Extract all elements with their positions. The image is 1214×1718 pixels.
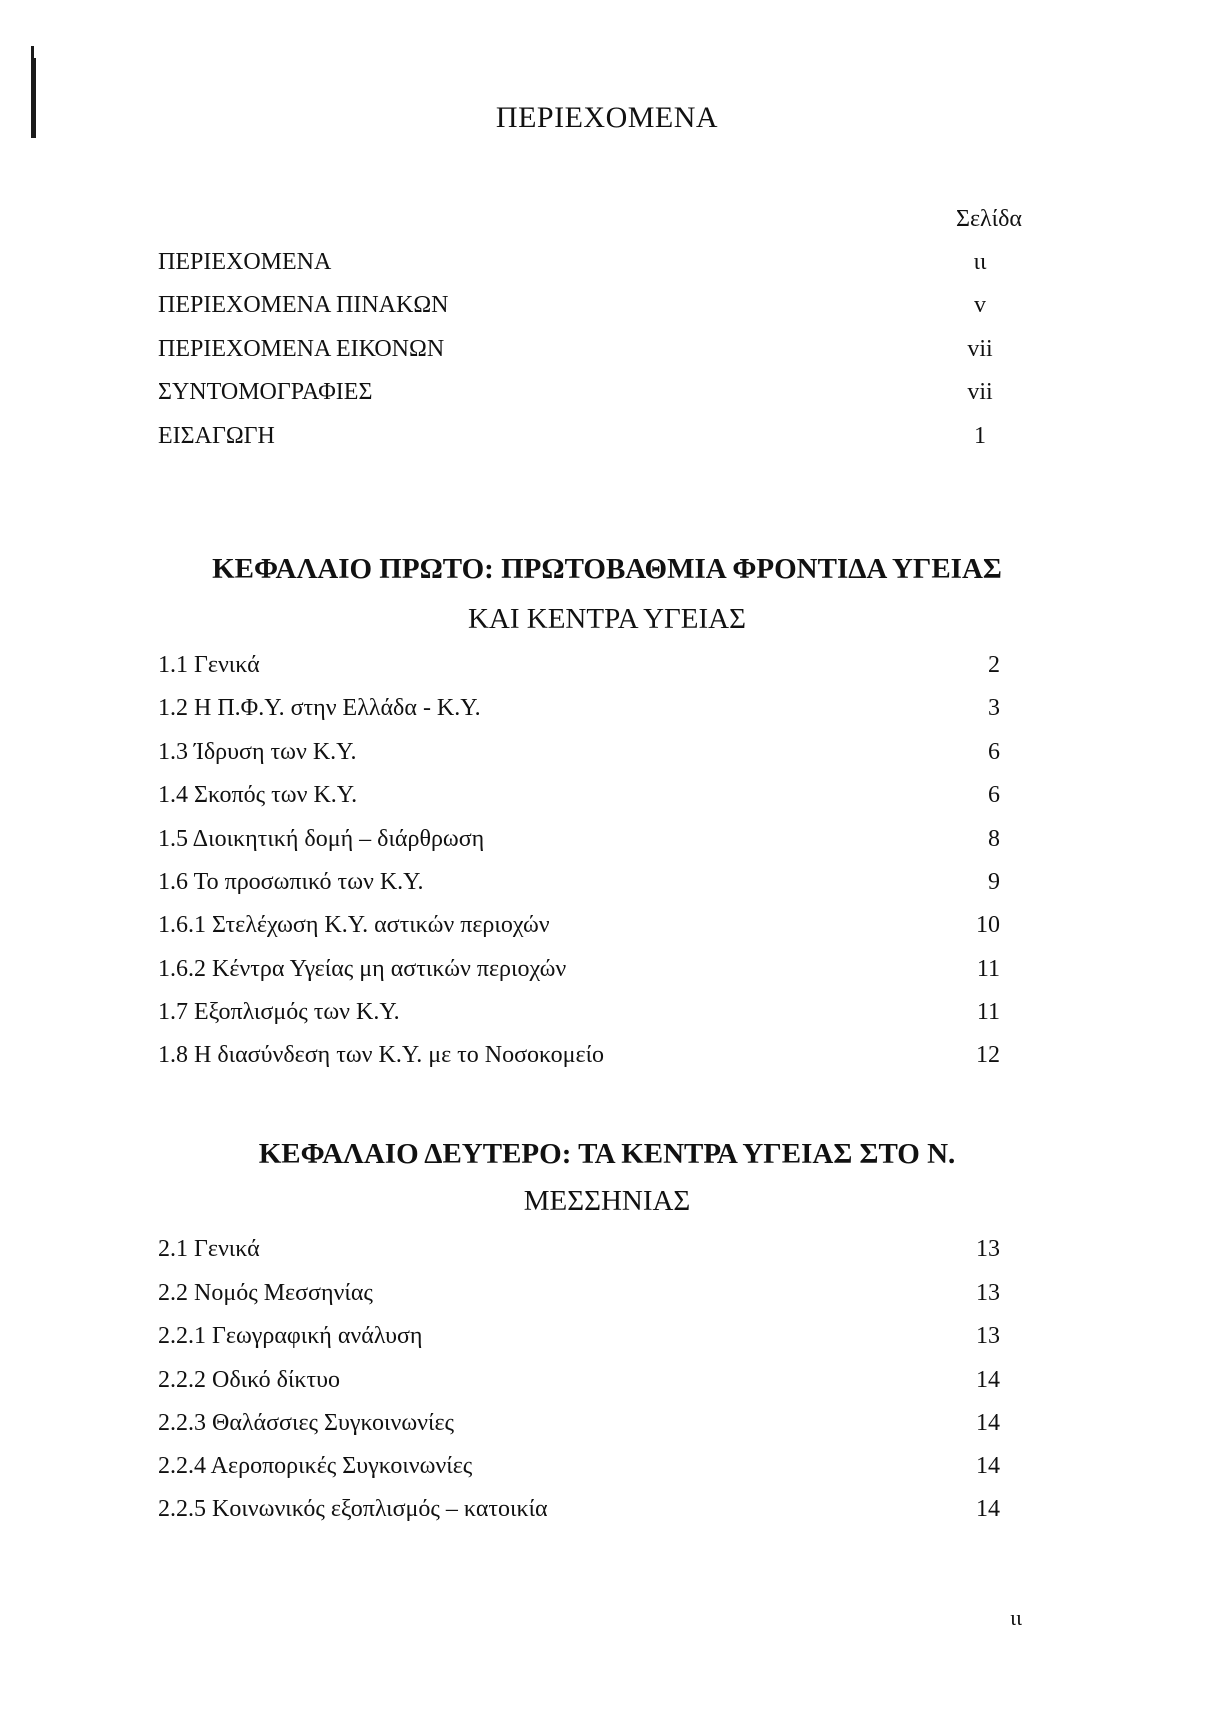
toc-entry-page: 13 (976, 1236, 1000, 1262)
toc-entry-page: 11 (976, 999, 1000, 1025)
toc-entry-page: 14 (976, 1496, 1000, 1522)
toc-entry-page: v (974, 292, 986, 318)
toc-entry-page: 11 (976, 956, 1000, 982)
toc-entry-label: 1.3 Ίδρυση των Κ.Υ. (158, 739, 357, 765)
toc-entry-page: 13 (976, 1280, 1000, 1306)
toc-entry-page: 14 (976, 1367, 1000, 1393)
toc-entry-label: 1.7 Εξοπλισμός των Κ.Υ. (158, 999, 400, 1025)
toc-entry-page: ιι (973, 249, 987, 275)
toc-entry-page: vii (967, 336, 993, 362)
toc-entry-page: 13 (976, 1323, 1000, 1349)
toc-entry (158, 1280, 1000, 1314)
toc-entry-label: 1.5 Διοικητική δομή – διάρθρωση (158, 826, 485, 852)
toc-entry-page: 9 (988, 869, 1000, 895)
toc-entry (158, 1453, 1000, 1487)
toc-entry-label: 1.8 Η διασύνδεση των Κ.Υ. με το Νοσοκομείο (158, 1042, 605, 1068)
toc-entry (158, 739, 1000, 773)
toc-entry-label: ΣΥΝΤΟΜΟΓΡΑΦΙΕΣ (158, 379, 373, 405)
toc-entry (158, 652, 1000, 686)
toc-entry (158, 292, 1000, 326)
toc-entry-label: 1.6 Το προσωπικό των Κ.Υ. (158, 869, 424, 895)
toc-entry-label: 1.6.2 Κέντρα Υγείας μη αστικών περιοχών (158, 956, 567, 982)
toc-entry (158, 423, 1000, 457)
chapter-heading: ΚΕΦΑΛΑΙΟ ΔΕΥΤΕΡΟ: ΤΑ ΚΕΝΤΡΑ ΥΓΕΙΑΣ ΣΤΟ Ν. (258, 1138, 956, 1170)
toc-entry-label: 2.2.2 Οδικό δίκτυο (158, 1367, 341, 1393)
toc-entry (158, 869, 1000, 903)
toc-entry-page: 2 (988, 652, 1000, 678)
toc-entry-label: 1.1 Γενικά (158, 652, 260, 678)
chapter-heading-continued: ΜΕΣΣΗΝΙΑΣ (523, 1185, 691, 1217)
page-title: ΠΕΡΙΕΧΟΜΕΝΑ (495, 101, 719, 134)
toc-entry-page: 6 (988, 782, 1000, 808)
toc-entry (158, 1496, 1000, 1530)
toc-entry (158, 379, 1000, 413)
toc-entry-label: ΠΕΡΙΕΧΟΜΕΝΑ (158, 249, 332, 275)
toc-entry-page: 1 (974, 423, 986, 449)
toc-entry-page: 6 (988, 739, 1000, 765)
toc-entry (158, 1410, 1000, 1444)
toc-entry (158, 1323, 1000, 1357)
toc-entry (158, 1042, 1000, 1076)
toc-entry-page: 3 (988, 695, 1000, 721)
toc-entry-page: vii (967, 379, 993, 405)
toc-entry-label: 1.6.1 Στελέχωση Κ.Υ. αστικών περιοχών (158, 912, 550, 938)
toc-entry-label: 2.2.4 Αεροπορικές Συγκοινωνίες (158, 1453, 473, 1479)
toc-entry-label: ΠΕΡΙΕΧΟΜΕΝΑ ΠΙΝΑΚΩΝ (158, 292, 449, 318)
toc-entry (158, 782, 1000, 816)
toc-entry-label: ΠΕΡΙΕΧΟΜΕΝΑ ΕΙΚΟΝΩΝ (158, 336, 445, 362)
toc-entry (158, 956, 1000, 990)
chapter-heading-continued: ΚΑΙ ΚΕΝΤΡΑ ΥΓΕΙΑΣ (467, 603, 747, 635)
toc-entry-label: 2.2 Νομός Μεσσηνίας (158, 1280, 373, 1306)
toc-entry-page: 14 (976, 1453, 1000, 1479)
toc-entry-label: 2.2.3 Θαλάσσιες Συγκοινωνίες (158, 1410, 455, 1436)
chapter-heading: ΚΕΦΑΛΑΙΟ ΠΡΩΤΟ: ΠΡΩΤΟΒΑΘΜΙΑ ΦΡΟΝΤΙΔΑ ΥΓΕΙΑΣ (212, 553, 1002, 585)
toc-entry-page: 12 (976, 1042, 1000, 1068)
toc-entry (158, 336, 1000, 370)
toc-entry (158, 1236, 1000, 1270)
toc-entry-label: 2.2.5 Κοινωνικός εξοπλισμός – κατοικία (158, 1496, 548, 1522)
toc-entry-label: 2.1 Γενικά (158, 1236, 260, 1262)
toc-entry-label: 1.2 Η Π.Φ.Υ. στην Ελλάδα - Κ.Υ. (158, 695, 481, 721)
toc-entry (158, 999, 1000, 1033)
toc-entry-page: 10 (976, 912, 1000, 938)
toc-entry (158, 1367, 1000, 1401)
toc-entry-label: 2.2.1 Γεωγραφική ανάλυση (158, 1323, 423, 1349)
toc-entry-page: 8 (988, 826, 1000, 852)
page-column-header: Σελίδα (955, 206, 1022, 232)
toc-entry (158, 826, 1000, 860)
toc-entry (158, 249, 1000, 283)
toc-entry (158, 695, 1000, 729)
toc-entry-label: ΕΙΣΑΓΩΓΗ (158, 423, 275, 449)
toc-entry-label: 1.4 Σκοπός των Κ.Υ. (158, 782, 358, 808)
toc-entry-page: 14 (976, 1410, 1000, 1436)
toc-entry (158, 912, 1000, 946)
page-number: ιι (1010, 1605, 1022, 1630)
